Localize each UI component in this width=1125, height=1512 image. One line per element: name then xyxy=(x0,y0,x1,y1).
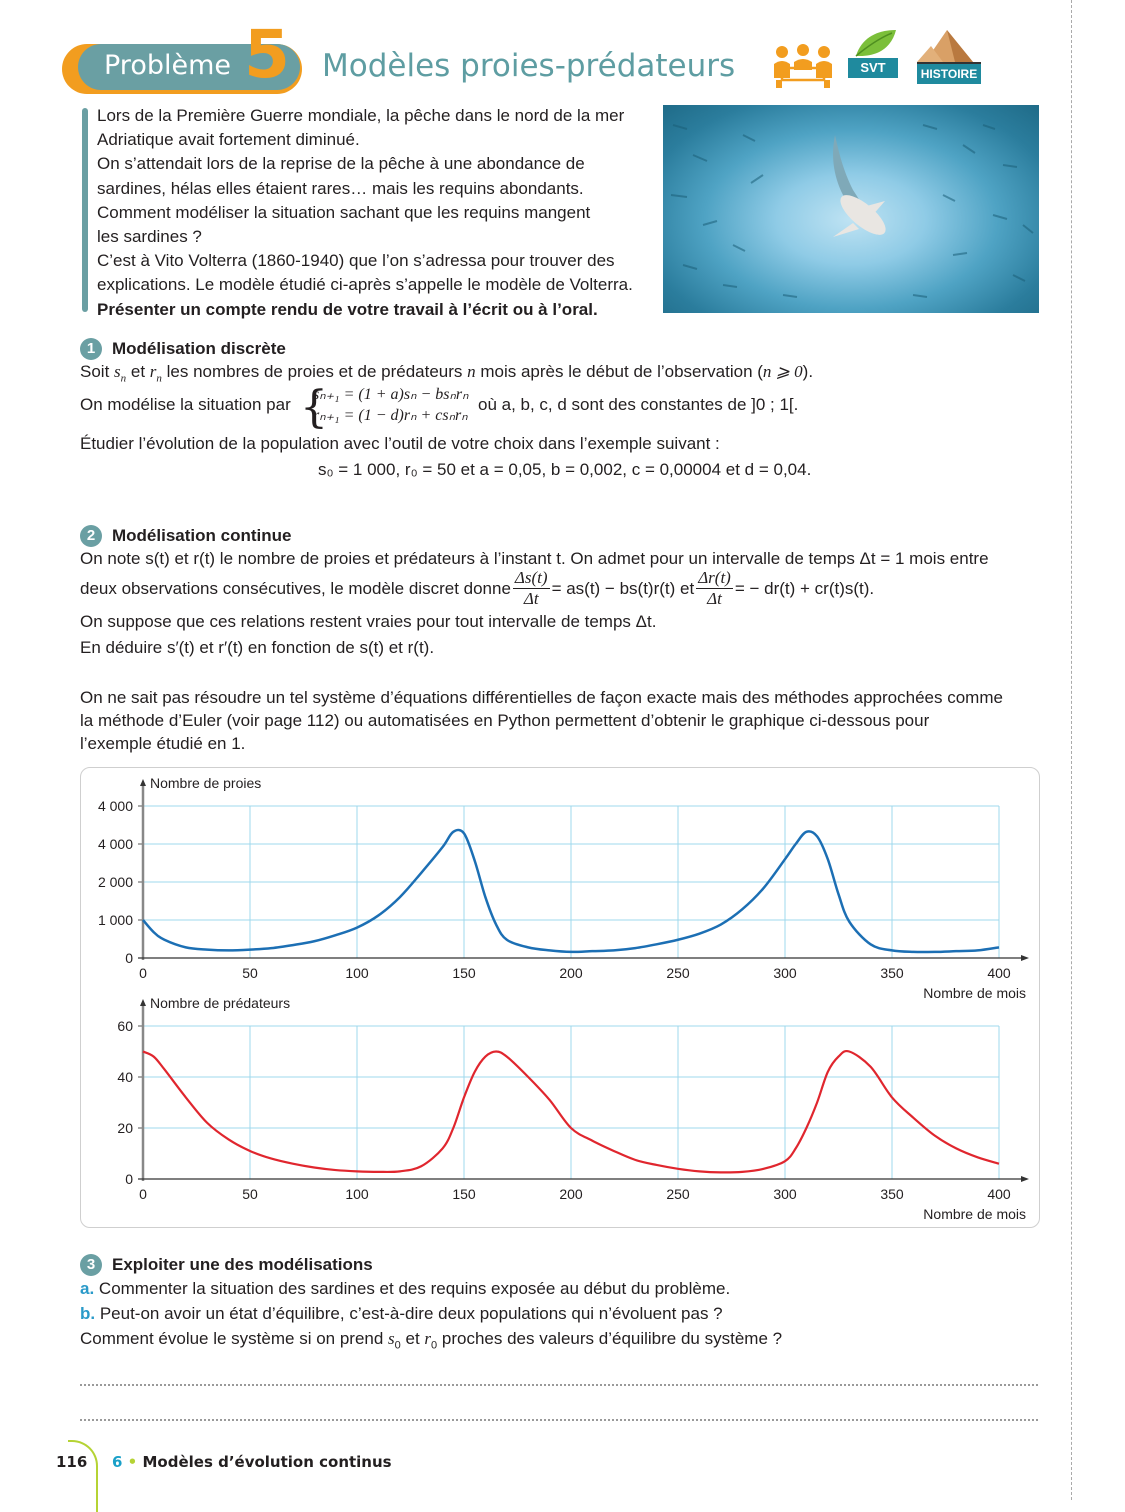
question-a: a. Commenter la situation des sardines et des requins exposée au début du problème. xyxy=(80,1279,731,1298)
svg-text:100: 100 xyxy=(345,1186,369,1202)
chapter-title: 6 • Modèles d’évolution continus xyxy=(112,1453,392,1471)
svg-text:1 000: 1 000 xyxy=(97,912,133,928)
svg-text:50: 50 xyxy=(242,1186,258,1202)
section-1-number: 1 xyxy=(80,338,102,360)
svg-text:Nombre de proies: Nombre de proies xyxy=(150,775,262,791)
section-1-line-2-lead: On modélise la situation par xyxy=(80,395,291,414)
section-2-line-4: En déduire s′(t) et r′(t) en fonction de s(t) et r(t). xyxy=(80,638,435,657)
paragraph-line: l’exemple étudié en 1. xyxy=(80,734,246,753)
section-3-title: Exploiter une des modélisations xyxy=(112,1255,373,1274)
svg-text:0: 0 xyxy=(125,950,133,966)
svg-text:0: 0 xyxy=(139,1186,147,1202)
svg-text:350: 350 xyxy=(880,1186,904,1202)
equation-system xyxy=(313,384,468,426)
predator-chart-grid xyxy=(138,999,1029,1182)
svg-text:Nombre de mois: Nombre de mois xyxy=(923,985,1026,1001)
problem-number: 5 xyxy=(244,16,290,93)
svg-text:40: 40 xyxy=(117,1069,133,1085)
group-work-icon xyxy=(772,42,834,88)
svt-badge: SVT xyxy=(848,58,898,78)
fraction-dr-dt: $\frac{\Delta r(t)}{\Delta t}$ xyxy=(698,568,731,608)
intro-accent-bar xyxy=(82,108,88,312)
intro-line: C’est à Vito Volterra (1860-1940) que l’on s’adressa pour trouver des xyxy=(97,251,615,271)
svg-text:350: 350 xyxy=(880,965,904,981)
intro-instruction: Présenter un compte rendu de votre travail à l’écrit ou à l’oral. xyxy=(97,299,598,319)
section-2-line-2: deux observations consécutives, le modèle discret donne $\frac{\Delta s(t)}{\Delta t}$ = as(t) − bs(t)r(t) et $\frac{\Delta r(t)}{\Delta t}$ = − dr(t) + cr(t)s(t). xyxy=(80,568,875,608)
svg-text:60: 60 xyxy=(117,1018,133,1034)
svg-text:400: 400 xyxy=(987,965,1011,981)
svg-text:0: 0 xyxy=(125,1171,133,1187)
section-1-line-2-tail: où a, b, c, d sont des constantes de ]0 ; 1[. xyxy=(478,395,799,414)
equation-s: sₙ₊₁ = (1 + a)sₙ − bsₙrₙ xyxy=(313,386,469,403)
paragraph-line: On ne sait pas résoudre un tel système d’équations différentielles de façon exacte mais des méthodes approchées comme xyxy=(80,688,1003,707)
intro-line: Comment modéliser la situation sachant que les requins mangent xyxy=(97,202,591,222)
intro-line: explications. Le modèle étudié ci-après s’appelle le modèle de Volterra. xyxy=(97,275,633,295)
histoire-badge: HISTOIRE xyxy=(917,62,981,84)
answer-line[interactable] xyxy=(80,1384,1038,1386)
fraction-ds-dt: $\frac{\Delta s(t)}{\Delta t}$ xyxy=(514,568,548,608)
footer-divider xyxy=(68,1440,98,1512)
svg-text:200: 200 xyxy=(559,965,583,981)
intro-line: les sardines ? xyxy=(97,227,202,247)
pyramid-icon xyxy=(917,28,981,62)
svg-text:4 000: 4 000 xyxy=(97,798,133,814)
svg-text:250: 250 xyxy=(666,1186,690,1202)
answer-line[interactable] xyxy=(80,1419,1038,1421)
intro-line: Adriatique avait fortement diminué. xyxy=(97,130,360,150)
section-1-line-3: Étudier l’évolution de la population avec l’outil de votre choix dans l’exemple suivant : xyxy=(80,434,720,453)
section-2-line-1: On note s(t) et r(t) le nombre de proies et prédateurs à l’instant t. On admet pour un intervalle de temps Δt = 1 mois entre xyxy=(80,549,989,568)
section-2-title: Modélisation continue xyxy=(112,526,292,545)
section-1-title: Modélisation discrète xyxy=(112,339,286,358)
svg-text:400: 400 xyxy=(987,1186,1011,1202)
section-2-line-3: On suppose que ces relations restent vraies pour tout intervalle de temps Δt. xyxy=(80,612,657,631)
section-1-example-values: s₀ = 1 000, r₀ = 50 et a = 0,05, b = 0,002, c = 0,00004 et d = 0,04. xyxy=(318,460,812,479)
svg-text:20: 20 xyxy=(117,1120,133,1136)
section-3-number: 3 xyxy=(80,1254,102,1276)
leaf-icon xyxy=(852,28,898,58)
shark-illustration xyxy=(663,105,1039,313)
page-cut-line xyxy=(1071,0,1072,1500)
question-b: b. Peut-on avoir un état d’équilibre, c’est-à-dire deux populations qui n’évoluent pas ? xyxy=(80,1304,723,1323)
chart-canvas xyxy=(81,768,1039,1227)
svg-text:4 000: 4 000 xyxy=(97,836,133,852)
section-1-line-1: Soit $s_n$ et $r_n$ les nombres de proies et de prédateurs n mois après le début de l’observation (n ⩾ 0). xyxy=(80,362,814,385)
svg-text:250: 250 xyxy=(666,965,690,981)
page-number: 116 xyxy=(56,1453,88,1471)
section-2-number: 2 xyxy=(80,525,102,547)
population-charts xyxy=(80,767,1040,1228)
svg-text:Nombre de mois: Nombre de mois xyxy=(923,1206,1026,1222)
svg-text:2 000: 2 000 xyxy=(97,874,133,890)
intro-line: On s’attendait lors de la reprise de la pêche à une abondance de xyxy=(97,154,585,174)
svg-text:150: 150 xyxy=(452,965,476,981)
svg-text:300: 300 xyxy=(773,965,797,981)
prey-chart-grid xyxy=(138,779,1029,961)
svg-text:50: 50 xyxy=(242,965,258,981)
intro-line: Lors de la Première Guerre mondiale, la pêche dans le nord de la mer xyxy=(97,106,625,125)
page-title: Modèles proies-prédateurs xyxy=(322,48,736,84)
paragraph-line: la méthode d’Euler (voir page 112) ou automatisées en Python permettent d’obtenir le graphique ci-dessous pour xyxy=(80,711,930,730)
problem-label: Problème xyxy=(104,50,231,81)
svg-text:150: 150 xyxy=(452,1186,476,1202)
shark-sardines-photo xyxy=(663,105,1039,313)
svg-text:100: 100 xyxy=(345,965,369,981)
svg-text:300: 300 xyxy=(773,1186,797,1202)
svg-text:200: 200 xyxy=(559,1186,583,1202)
question-b-followup: Comment évolue le système si on prend $s_0$ et $r_0$ proches des valeurs d’équilibre du système ? xyxy=(80,1329,783,1352)
svg-text:Nombre de prédateurs: Nombre de prédateurs xyxy=(150,995,291,1011)
equation-r: rₙ₊₁ = (1 − d)rₙ + csₙrₙ xyxy=(313,407,468,424)
intro-text xyxy=(97,104,657,322)
system-brace: { xyxy=(300,382,328,433)
svg-text:0: 0 xyxy=(139,965,147,981)
intro-line: sardines, hélas elles étaient rares… mais les requins abondants. xyxy=(97,178,584,198)
